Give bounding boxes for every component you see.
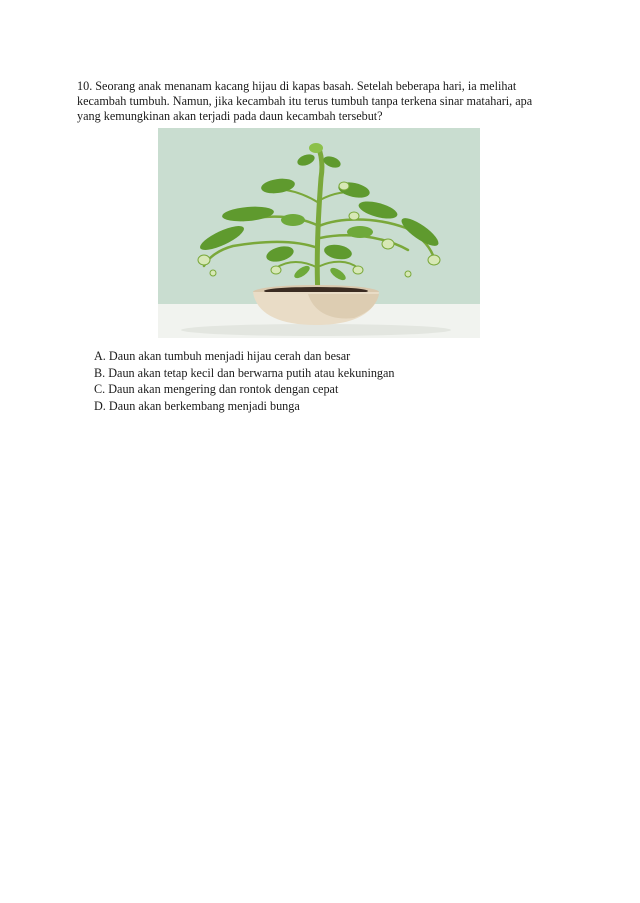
option-d[interactable] [94,398,395,415]
question-line-1: 10. Seorang anak menanam kacang hijau di kapas basah. Setelah beberapa hari, ia melihat [77,79,517,93]
option-letter: A. [94,349,106,363]
plant-illustration [158,128,480,338]
question-line-2: kecambah tumbuh. Namun, jika kecambah itu terus tumbuh tanpa terkena sinar matahari, apa [77,94,533,109]
option-text: Daun akan tetap kecil dan berwarna putih atau kekuningan [108,365,395,380]
option-c[interactable] [94,381,395,398]
option-letter: C. [94,382,106,397]
option-text: Daun akan berkembang menjadi bunga [108,399,300,414]
answer-options [94,348,395,415]
option-letter: D. [94,399,106,414]
question-line-3: yang kemungkinan akan terjadi pada daun kecambah tersebut? [77,109,383,124]
bowl-shadow [181,324,451,336]
plant-in-bowl-icon [158,128,480,338]
option-letter: B. [94,365,106,380]
option-text: Daun akan mengering dan rontok dengan cepat [108,382,339,397]
option-a[interactable] [94,348,395,365]
option-b[interactable] [94,365,395,382]
option-text: Daun akan tumbuh menjadi hijau cerah dan besar [108,349,351,363]
question-text [77,79,567,125]
